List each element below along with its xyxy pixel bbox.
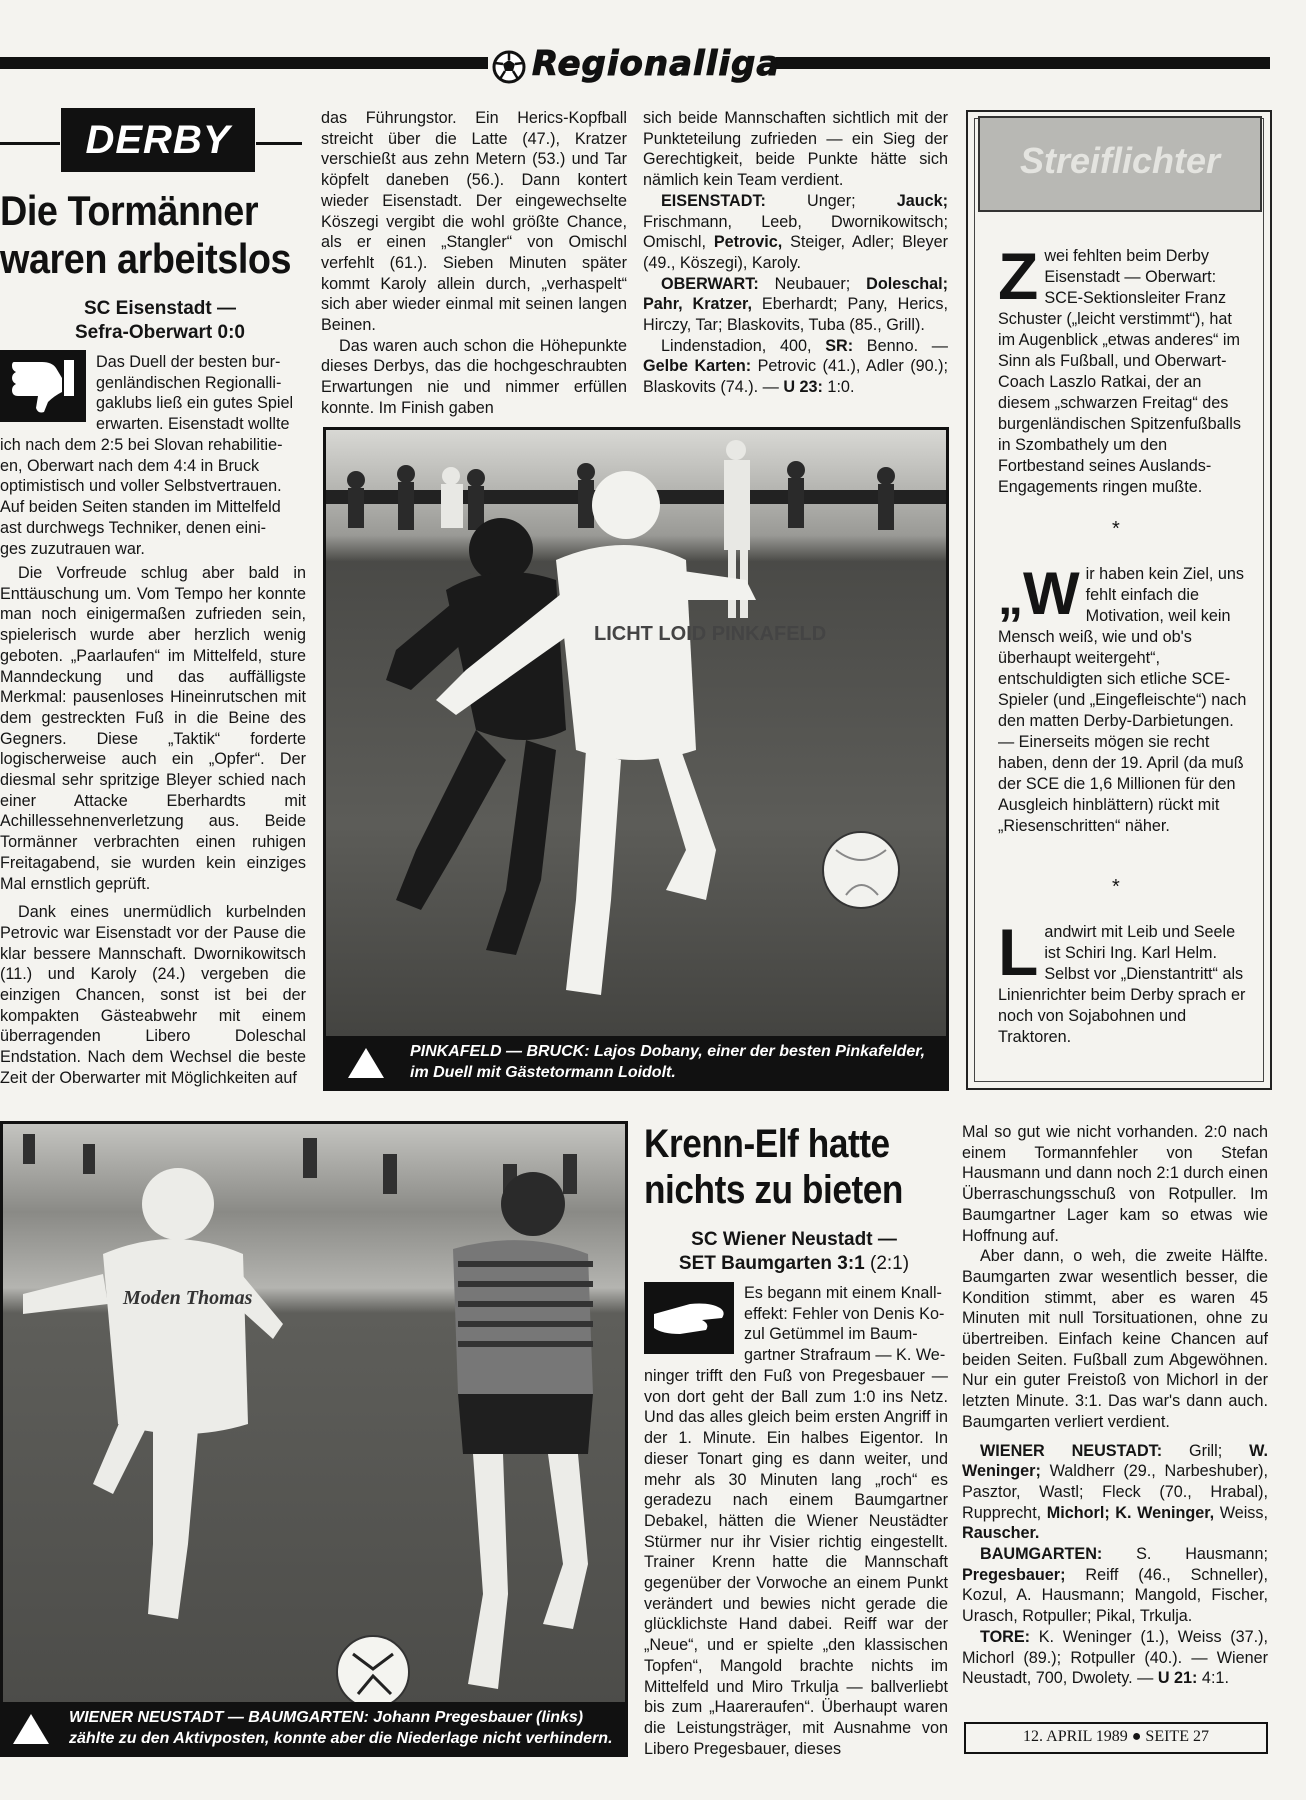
sidebar-item-3: Landwirt mit Leib und Seele ist Schiri Ing. Karl Helm. Selbst vor „Dienstantritt“ als Linienrichter beim Derby sprach er noch von Sojabohnen und Traktoren. xyxy=(998,915,1246,1046)
derby-headline-line2: waren arbeitslos xyxy=(0,235,292,282)
derby-venue: Lindenstadion, 400, SR: Benno. — Gelbe Karten: Petrovic (41.), Adler (90.); Blaskovits (74.). — U 23: 1:0. xyxy=(643,336,948,397)
derby-paragraph: sich beide Mannschaften sichtlich mit der Punkteteilung zufrieden — ein Sieg der Gerechtigkeit, beide Punkte hätte sich nämlich kein Team verdient. xyxy=(643,109,948,190)
derby-paragraph: Die Vorfreude schlug aber bald in Enttäuschung um. Vom Tempo her konnte man noch einigermaßen zufrieden sein, spielerisch wurde aber herzlich wenig geboten. „Paarlaufen“ im Mittelfeld, sture Manndeckung und das auffälligste Merkmal: pausenloses Hineinrutschen mit dem gestreckten Fuß in die Beine des Gegners. Diese „Taktik“ forderte logischerweise auch ein „Opfer“. Der diesmal sehr spritzige Bleyer schied nach einer Attacke Eberhardts mit Achillessehnenverletzung aus. Beide Tormänner verbrachten einen ruhigen Freitagabend, sie wurden kein einziges Mal ernstlich geprüft. xyxy=(0,564,306,893)
krenn-goals: TORE: K. Weninger (1.), Weiss (37.), Michorl (89.); Rotpuller (40.). — Wiener Neustadt, 700, Dwolety. — U 21: 4:1. xyxy=(962,1627,1268,1688)
jersey-text: LICHT LOID PINKAFELD xyxy=(594,623,827,645)
jersey-text: Moden Thomas xyxy=(123,1287,253,1309)
derby-col1-line: Auf beiden Seiten standen im Mittelfeld xyxy=(0,498,281,517)
derby-col3 xyxy=(643,108,948,398)
derby-match-line2: Sefra-Oberwart 0:0 xyxy=(74,322,245,343)
lineup-team-label: BAUMGARTEN: xyxy=(980,1545,1103,1564)
krenn-col1-line: effekt: Fehler von Denis Ko- xyxy=(744,1304,945,1323)
dropcap: „W xyxy=(998,560,1080,627)
kicker-rule-left xyxy=(0,142,60,145)
kicker-label: DERBY xyxy=(85,118,231,162)
photo-top-caption xyxy=(326,1036,946,1088)
krenn-col1-line: gartner Strafraum — K. We- xyxy=(744,1346,946,1365)
sidebar-item-1: Zwei fehlten beim Derby Eisenstadt — Oberwart: SCE-Sektionsleiter Franz Schuster („leicht verstimmt“), hat im Augenblick „etwas anderes“ im Sinn als Fußball, und Oberwart-Coach Laszlo Ratkai, der an diesem „schwarzen Freitag“ des burgenländischen Spitzenfußballs in Szombathely um den Fortbestand seines Auslands-Engagements ringen mußte. xyxy=(998,239,1241,496)
krenn-col1-line: zul Getümmel im Baum- xyxy=(744,1325,918,1344)
lineup-team-label: OBERWART: xyxy=(661,274,759,293)
krenn-col1-body xyxy=(644,1366,948,1759)
caption-triangle-icon xyxy=(13,1714,49,1744)
sidebar-title-box xyxy=(978,116,1262,212)
krenn-paragraph: Mal so gut wie nicht vorhanden. 2:0 nach einem Tormannfehler von Stefan Hausmann und dann noch 2:1 durch einen Überraschungsschuß von Rotpuller. Im Baumgartner Lager kam so etwas wie Hoffnung auf. xyxy=(962,1123,1268,1245)
derby-col1-body xyxy=(0,563,306,1089)
kicker-derby xyxy=(61,108,255,172)
caption-line: PINKAFELD — BRUCK: Lajos Dobany, einer der besten Pinkafelder, xyxy=(410,1043,926,1060)
photo-wiener-neustadt-image xyxy=(3,1124,625,1754)
derby-col1-line: ges zuzutrauen war. xyxy=(0,539,145,558)
krenn-match-line1: SC Wiener Neustadt — xyxy=(691,1229,897,1250)
krenn-col1-line: Es begann mit einem Knall- xyxy=(744,1284,942,1302)
sidebar-separator: * xyxy=(1112,876,1120,898)
derby-paragraph: das Führungstor. Ein Herics-Kopfball streicht über die Latte (47.), Kratzer verschießt aus zehn Metern (53.) und Tar köpfelt daneben (56.). Dann kontert wieder Eisenstadt. Der eingewechselte Köszegi vergibt die wohl größte Chance, als er einen „Stangler“ von Omischl verfehlt (61.). Sieben Minuten später kommt Karoly allein durch, „verhaspelt“ sich aber wieder einmal mit seinen langen Beinen. xyxy=(321,109,627,335)
derby-col1-line: ast durchwegs Techniker, denen eini- xyxy=(0,518,267,537)
krenn-lineup-away: BAUMGARTEN: S. Hausmann; Pregesbauer; Reiff (46., Schneller), Kozul, A. Hausmann; Mangold, Fischer, Urasch, Rotpuller; Pikal, Trkulja. xyxy=(962,1545,1268,1626)
lineup-team-label: EISENSTADT: xyxy=(661,191,766,210)
caption-line: zählte zu den Aktivposten, konnte aber die Niederlage nicht verhindern. xyxy=(69,1730,613,1747)
sidebar-separator: * xyxy=(1112,518,1120,540)
photo-pinkafeld-image xyxy=(326,430,946,1088)
photo-bottom-caption xyxy=(3,1702,625,1754)
krenn-headline-line2: nichts zu bieten xyxy=(644,1168,903,1212)
caption-line: WIENER NEUSTADT — BAUMGARTEN: Johann Pregesbauer (links) xyxy=(69,1709,584,1726)
hand-flat-icon xyxy=(650,1296,728,1340)
derby-lineup-home: EISENSTADT: Unger; Jauck; Frischmann, Leeb, Dwornikowitsch; Omischl, Petrovic, Steiger, Adler; Bleyer (49., Köszegi), Karoly. xyxy=(643,191,948,272)
kicker-rule-right xyxy=(256,142,302,145)
derby-col1-line: en, Oberwart nach dem 4:4 in Bruck xyxy=(0,456,260,475)
krenn-paragraph: Aber dann, o weh, die zweite Hälfte. Baumgarten zwar wesentlich besser, die Kondition stimmt, aber es waren 45 Minuten mit null Torsituationen, ohne zu übertreiben. Einfach keine Chancen auf beiden Seiten. Fußball zum Abgewöhnen. Nur ein guter Freistoß von Michorl in der letzten Minute. 3:1. Das war's dann auch. Baumgarten verliert verdient. xyxy=(962,1247,1268,1431)
derby-col1-lead xyxy=(96,352,306,435)
derby-paragraph: Das waren auch schon die Höhepunkte dieses Derbys, das die hochgeschraubten Erwartungen nie und nimmer erfüllen konnte. Im Finish gaben xyxy=(321,336,627,417)
derby-col1-line: optimistisch und voller Selbstvertrauen. xyxy=(0,477,282,496)
derby-match-line1: SC Eisenstadt — xyxy=(83,298,237,319)
krenn-col2 xyxy=(962,1122,1268,1689)
section-banner xyxy=(490,44,781,86)
caption-line: im Duell mit Gästetormann Loidolt. xyxy=(410,1064,676,1081)
header-rule-left xyxy=(0,57,488,69)
derby-col1-line: ich nach dem 2:5 bei Slovan rehabilitie- xyxy=(0,436,283,454)
sidebar-streiflichter xyxy=(966,110,1272,1090)
rating-thumbs-down xyxy=(0,350,86,422)
section-title: Regionalliga xyxy=(532,44,781,84)
dropcap: L xyxy=(998,915,1039,989)
page-footer: 12. APRIL 1989 ● SEITE 27 xyxy=(964,1722,1268,1754)
krenn-match-line2: SET Baumgarten 3:1 (2:1) xyxy=(678,1253,910,1274)
photo-pinkafeld-bruck xyxy=(323,427,949,1091)
soccer-ball-icon xyxy=(492,50,526,84)
photo-wiener-neustadt xyxy=(0,1121,628,1757)
derby-col1-line: genländischen Regionalli- xyxy=(96,373,282,392)
derby-col2 xyxy=(321,108,627,419)
sidebar-title: Streiflichter xyxy=(1019,140,1221,181)
krenn-col1-lead xyxy=(744,1283,948,1366)
dropcap: Z xyxy=(998,239,1039,313)
lineup-team-label: WIENER NEUSTADT: xyxy=(980,1441,1163,1460)
sidebar-item-2: „W ir haben kein Ziel, uns fehlt einfach die Motivation, weil kein Mensch weiß, wie und ob's überhaupt weitergeht“, entschuldigten sich etliche SCE-Spieler (und „Eingefleischte“) nach den matten Derby-Darbietungen. — Einerseits mögen sie recht haben, denn der 19. April (da muß der SCE die 1,6 Millionen für den Ausgleich hinblättern) rückt mit „Riesenschritten“ näher. xyxy=(998,560,1247,835)
derby-headline-line1: Die Tormänner xyxy=(0,187,259,234)
derby-paragraph: Dank eines unermüdlich kurbelnden Petrovic war Eisenstadt vor der Pause die klar bessere Mannschaft. Dwornikowitsch (11.) und Karoly (24.) vergeben die einzigen Chancen, sonst ist bei der kompakten Gästeabwehr mit einem überragenden Libero Doleschal Endstation. Nach dem Wechsel die beste Zeit der Oberwarter mit Möglichkeiten auf xyxy=(0,903,306,1087)
derby-col1-line: Das Duell der besten bur- xyxy=(96,353,281,371)
thumbs-down-icon xyxy=(8,356,78,416)
krenn-paragraph: ninger trifft den Fuß von Pregesbauer — von dort geht der Ball zum 1:0 ins Netz. Und das alles gleich beim ersten Angriff in der 1. Minute. Ein halbes Eigentor. In dieser Tonart ging es dann weiter, und mehr als 30 Minuten lang „roch“ es geradezu nach einem Baumgartner Debakel, hätten die Wiener Neustädter Stürmer nur ihr Visier richtig eingestellt. Trainer Krenn hatte die Mannschaft gegenüber der Vorwoche an einem Punkt verändert und bewies nicht gerade die glücklichste Hand dabei. Reiff war der „Neue“, und er spielte „den klassischen Topfen“, Mangold brachte nichts im Mittelfeld und Miro Trkulja — ballverliebt bis zum „Haareraufen“. Überhaupt waren die Leistungsträger, mit Ausnahme von Libero Pregesbauer, dieses xyxy=(644,1367,948,1758)
rating-hand xyxy=(644,1282,734,1354)
krenn-headline-line1: Krenn-Elf hatte xyxy=(644,1122,890,1166)
derby-col1-cont xyxy=(0,435,306,559)
caption-triangle-icon xyxy=(348,1048,384,1078)
derby-lineup-away: OBERWART: Neubauer; Doleschal; Pahr, Kratzer, Eberhardt; Pany, Herics, Hirczy, Tar; Blaskovits, Tuba (85., Grill). xyxy=(643,274,948,335)
header-rule-right xyxy=(776,57,1270,69)
derby-col1-line: gaklubs ließ ein gutes Spiel xyxy=(96,394,294,413)
krenn-lineup-home: WIENER NEUSTADT: Grill; W. Weninger; Waldherr (29., Narbeshuber), Pasztor, Wastl; Fleck (70., Hrabal), Rupprecht, Michorl; K. Weninger, Weiss, Rauscher. xyxy=(962,1441,1268,1543)
derby-col1-line: erwarten. Eisenstadt wollte xyxy=(96,415,290,434)
